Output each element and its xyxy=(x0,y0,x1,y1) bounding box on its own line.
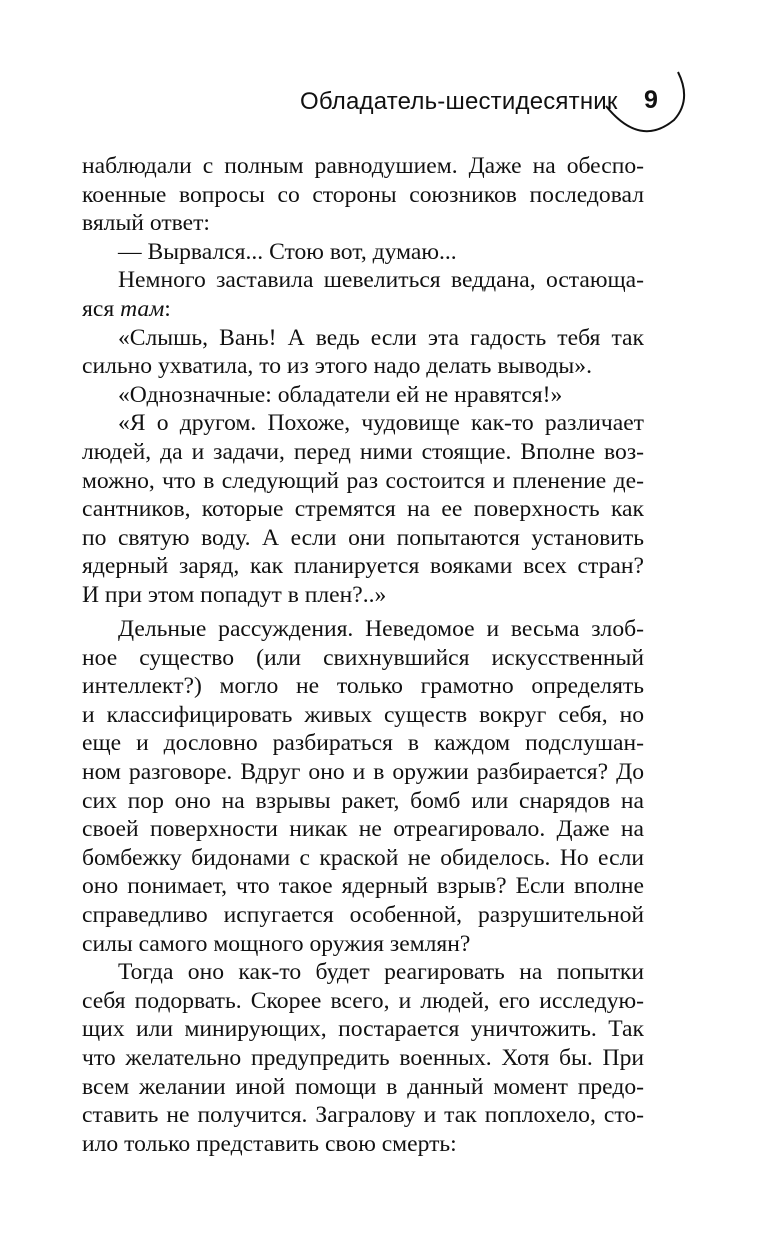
text-line: И при этом попадут в плен?..» xyxy=(82,581,387,608)
page-number: 9 xyxy=(644,86,658,114)
text-line: своей поверхности никак не отреагировало. Даже на xyxy=(82,816,644,843)
text-line: еще и дословно разбираться в каждом подслушан- xyxy=(82,730,644,757)
text-line: «Однозначные: обладатели ей не нравятся!» xyxy=(118,381,563,408)
paragraph xyxy=(82,152,644,238)
text-line: что желательно предупредить военных. Хотя бы. При xyxy=(82,1044,644,1071)
text-fragment: : xyxy=(164,295,171,322)
text-line: — Вырвался... Стою вот, думаю... xyxy=(118,238,457,265)
text-line: интеллект?) могло не только грамотно определять xyxy=(82,673,644,700)
text-line: «Я о другом. Похоже, чудовище как-то различает xyxy=(118,410,644,437)
text-line: ное существо (или свихнувшийся искусственный xyxy=(82,644,644,671)
text-line: ило только представить свою смерть: xyxy=(82,1130,457,1157)
text-fragment: яся xyxy=(82,295,115,322)
page-header xyxy=(0,0,768,150)
text-line: себя подорвать. Скорее всего, и людей, его исследую- xyxy=(82,987,644,1014)
text-line: наблюдали с полным равнодушием. Даже на обеспо- xyxy=(82,153,644,179)
text-line: силы самого мощного оружия землян? xyxy=(82,930,471,957)
text-line: коенные вопросы со стороны союзников последовал xyxy=(82,181,644,208)
text-line: людей, да и задачи, перед ними стоящие. Вполне воз- xyxy=(82,438,644,465)
text-line: щих или минирующих, постарается уничтожить. Так xyxy=(82,1016,644,1043)
paragraph xyxy=(82,958,644,1158)
text-line: по святую воду. А если они попытаются установить xyxy=(82,524,644,551)
italic-word: там xyxy=(120,295,165,322)
paragraph-quote xyxy=(82,381,644,410)
text-line: Дельные рассуждения. Неведомое и весьма злоб- xyxy=(118,616,644,642)
paragraph xyxy=(82,266,644,323)
text-line: «Слышь, Вань! А ведь если эта гадость тебя так xyxy=(118,324,644,351)
text-line: и классифицировать живых существ вокруг себя, но xyxy=(82,701,644,728)
text-line: ставить не получится. Загралову и так поплохело, сто- xyxy=(82,1102,644,1129)
text-line: сильно ухватила, то из этого надо делать выводы». xyxy=(82,353,592,380)
text-line: сантников, которые стремятся на ее поверхность как xyxy=(82,496,644,523)
paragraph xyxy=(82,615,644,958)
paragraph-quote xyxy=(82,324,644,381)
text-line: справедливо испугается особенной, разрушительной xyxy=(82,901,644,928)
text-line: Немного заставила шевелиться веддана, остающа- xyxy=(118,267,644,294)
text-line: можно, что в следующий раз состоится и пленение де- xyxy=(82,467,644,494)
text-line xyxy=(82,295,644,324)
text-line: оно понимает, что такое ядерный взрыв? Если вполне xyxy=(82,873,644,900)
text-line: Тогда оно как-то будет реагировать на попытки xyxy=(118,959,644,986)
text-line: всем желании иной помощи в данный момент предо- xyxy=(82,1073,644,1100)
running-title: Обладатель-шестидесятник xyxy=(300,88,618,115)
text-line: бомбежку бидонами с краской не обиделось. Но если xyxy=(82,844,644,871)
text-line: вялый ответ: xyxy=(82,210,210,237)
page-bottom-margin xyxy=(0,1150,768,1240)
text-line: ядерный заряд, как планируется вояками всех стран? xyxy=(82,553,644,580)
text-line: сих пор оно на взрывы ракет, бомб или снарядов на xyxy=(82,787,644,814)
text-line: ном разговоре. Вдруг оно и в оружии разбирается? До xyxy=(82,758,644,785)
page-text xyxy=(82,152,644,1158)
paragraph-dialogue xyxy=(82,238,644,267)
paragraph-quote xyxy=(82,409,644,609)
